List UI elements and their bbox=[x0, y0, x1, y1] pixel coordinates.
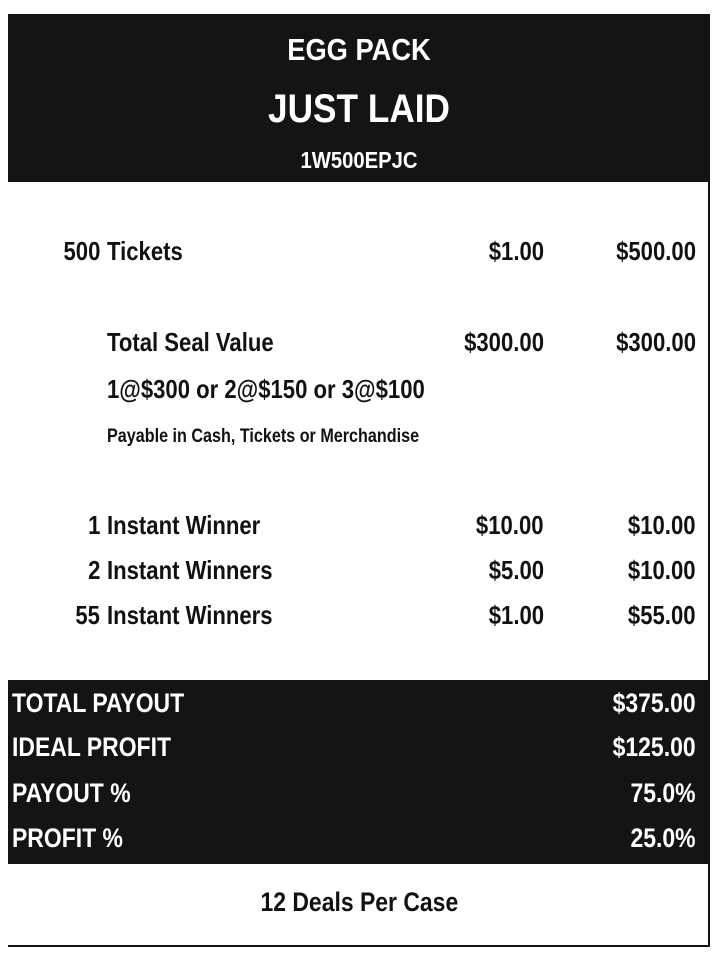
tickets-qty: 500 bbox=[63, 236, 100, 266]
winner-row bbox=[8, 510, 710, 550]
summary-value: $125.00 bbox=[613, 732, 696, 762]
summary-row-total-payout bbox=[8, 688, 710, 728]
winner-label: Instant Winner bbox=[107, 510, 261, 540]
summary-value: 75.0% bbox=[630, 778, 696, 808]
winner-qty: 55 bbox=[75, 600, 100, 630]
game-title: JUST LAID bbox=[268, 87, 450, 131]
winner-price: $5.00 bbox=[488, 555, 544, 585]
seal-options: 1@$300 or 2@$150 or 3@$100 bbox=[107, 374, 425, 404]
deals-per-case-text: 12 Deals Per Case bbox=[260, 887, 458, 917]
summary-label: TOTAL PAYOUT bbox=[12, 688, 185, 718]
deals-per-case bbox=[8, 887, 710, 918]
summary-label: PAYOUT % bbox=[12, 778, 131, 808]
winner-qty: 2 bbox=[87, 555, 100, 585]
header-banner bbox=[8, 14, 710, 182]
tickets-row bbox=[8, 236, 710, 276]
seal-total: $300.00 bbox=[616, 327, 696, 357]
summary-panel bbox=[8, 680, 710, 864]
seal-payable-note: Payable in Cash, Tickets or Merchandise bbox=[107, 426, 420, 447]
winner-price: $1.00 bbox=[488, 600, 544, 630]
summary-value: $375.00 bbox=[613, 688, 696, 718]
winner-total: $55.00 bbox=[628, 600, 696, 630]
summary-label: IDEAL PROFIT bbox=[12, 732, 171, 762]
brand-name: EGG PACK bbox=[287, 32, 431, 67]
winner-row bbox=[8, 600, 710, 640]
summary-row-payout-percent bbox=[8, 778, 710, 818]
winner-label: Instant Winners bbox=[107, 600, 273, 630]
tickets-label: Tickets bbox=[107, 236, 183, 266]
summary-row-profit-percent bbox=[8, 823, 710, 863]
pull-tab-flare bbox=[8, 14, 710, 947]
winner-price: $10.00 bbox=[476, 510, 544, 540]
tickets-total: $500.00 bbox=[616, 236, 696, 266]
seal-row bbox=[8, 327, 710, 367]
seal-price: $300.00 bbox=[464, 327, 544, 357]
summary-label: PROFIT % bbox=[12, 823, 123, 853]
winner-total: $10.00 bbox=[628, 555, 696, 585]
winner-label: Instant Winners bbox=[107, 555, 273, 585]
seal-label: Total Seal Value bbox=[107, 327, 274, 357]
winner-total: $10.00 bbox=[628, 510, 696, 540]
winner-qty: 1 bbox=[87, 510, 100, 540]
game-code: 1W500EPJC bbox=[300, 147, 418, 173]
tickets-price: $1.00 bbox=[488, 236, 544, 266]
summary-value: 25.0% bbox=[630, 823, 696, 853]
summary-row-ideal-profit bbox=[8, 732, 710, 772]
winner-row bbox=[8, 555, 710, 595]
